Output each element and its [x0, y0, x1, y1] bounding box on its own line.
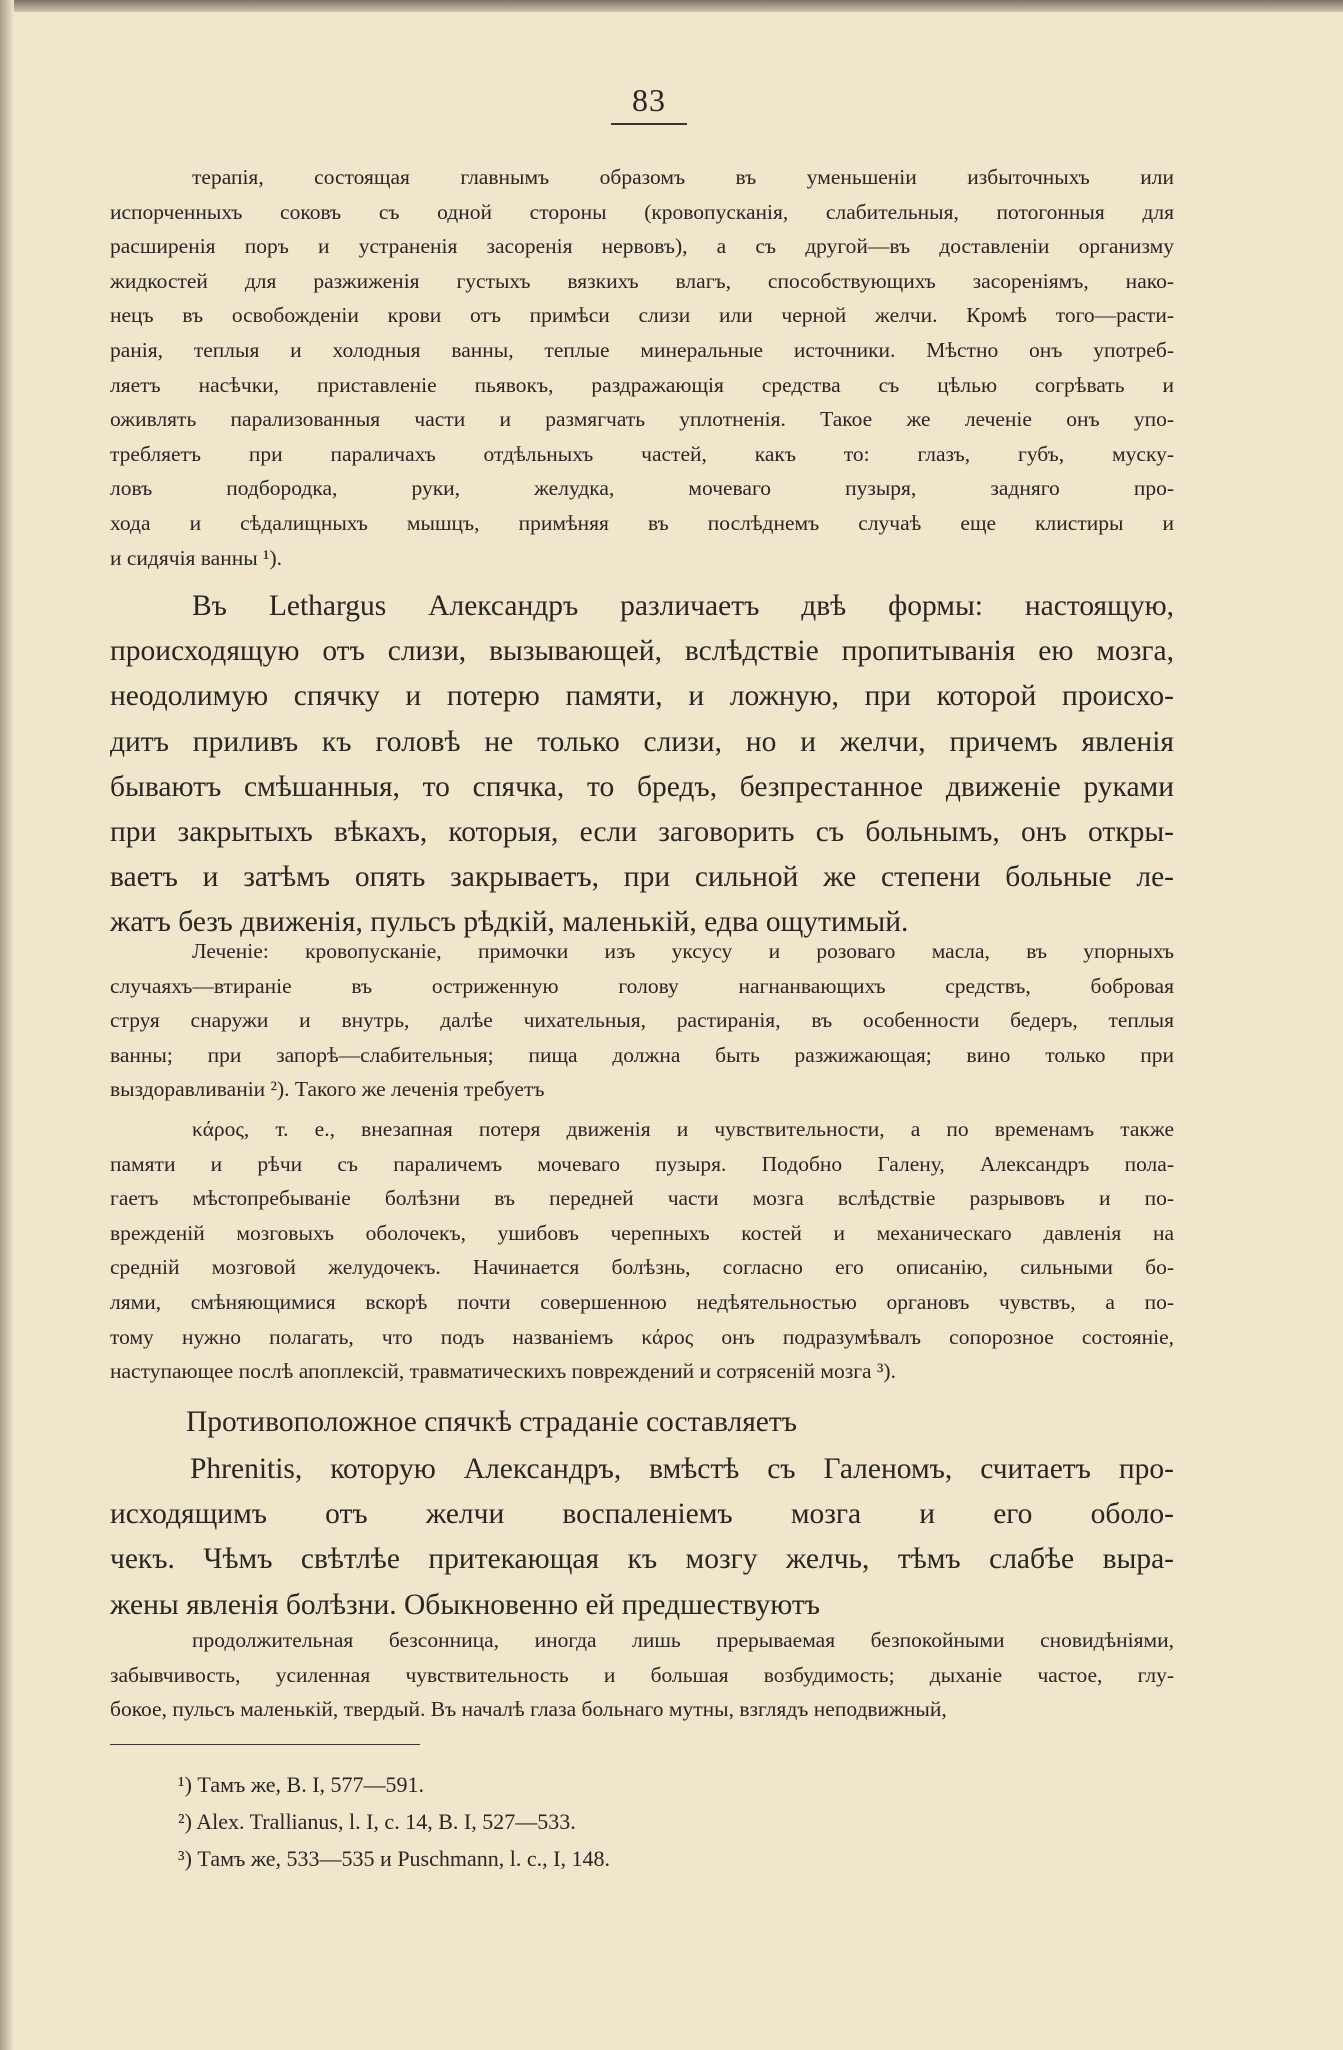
- text-line: оживлять парализованныя части и размягчать уплотненія. Такое же леченіе онъ упо-: [110, 407, 1174, 432]
- footnote-3: ³) Тамъ же, 533—535 и Puschmann, l. c., I, 148.: [178, 1846, 610, 1871]
- footnote-1: ¹) Тамъ же, B. I, 577—591.: [178, 1772, 425, 1797]
- text-line: неодолимую спячку и потерю памяти, и ложную, при которой происхо-: [110, 680, 1174, 713]
- paragraph-1: [110, 160, 1174, 575]
- text-line: ванны; при запорѣ—слабительныя; пища должна быть разжижающая; вино только при: [110, 1042, 1174, 1067]
- text-line: Phrenitis, которую Александръ, вмѣстѣ съ Галеномъ, считаетъ про-: [190, 1453, 1174, 1485]
- paragraph-2: [110, 584, 1174, 946]
- text-line: исходящимъ отъ желчи воспаленіемъ мозга и его оболо-: [110, 1498, 1174, 1531]
- text-line: забывчивость, усиленная чувствительность и большая возбудимость; дыханіе частое, глу-: [110, 1662, 1174, 1687]
- footnotes: [178, 1766, 1078, 1877]
- text-line: испорченныхъ соковъ съ одной стороны (кровопусканія, слабительныя, потогонныя для: [110, 199, 1174, 224]
- text-line: терапія, состоящая главнымъ образомъ въ уменьшеніи избыточныхъ или: [192, 165, 1174, 189]
- text-line: струя снаружи и внутрь, далѣе чихательныя, растиранія, въ особенности бедеръ, теплыя: [110, 1008, 1174, 1033]
- text-line: случаяхъ—втираніе въ остриженную голову нагнанвающихъ средствъ, бобровая: [110, 973, 1174, 998]
- text-line: ловъ подбородка, руки, желудка, мочеваго пузыря, задняго про-: [110, 476, 1174, 501]
- text-line: требляетъ при параличахъ отдѣльныхъ частей, какъ то: глазъ, губъ, муску-: [110, 441, 1174, 466]
- text-line: чекъ. Чѣмъ свѣтлѣе притекающая къ мозгу желчь, тѣмъ слабѣе выра-: [110, 1543, 1174, 1576]
- text-line: Леченіе: кровопусканіе, примочки изъ уксусу и розоваго масла, въ упорныхъ: [192, 939, 1174, 963]
- text-line: расширенія поръ и устраненія засоренія нервовъ), а съ другой—въ доставленіи организму: [110, 234, 1174, 259]
- text-line: гаетъ мѣстопребываніе болѣзни въ передней части мозга вслѣдствіе разрывовъ и по-: [110, 1186, 1174, 1211]
- text-line: тому нужно полагать, что подъ названіемъ κάρος онъ подразумѣвалъ сопорозное состояніе,: [110, 1324, 1174, 1349]
- paragraph-6: [110, 1447, 1174, 1628]
- text-line: лями, смѣняющимися вскорѣ почти совершенною недѣятельностью органовъ чувствъ, а по-: [110, 1289, 1174, 1314]
- text-line: Въ Lethargus Александръ различаетъ двѣ формы: настоящую,: [192, 590, 1174, 622]
- paragraph-3: [110, 934, 1174, 1107]
- text-line: и сидячія ванны ¹).: [110, 545, 283, 570]
- page-number: 83: [611, 82, 687, 125]
- text-line: наступающее послѣ апоплексій, травматическихъ повреждений и сотрясеній мозга ³).: [110, 1359, 896, 1384]
- footnote-2: ²) Alex. Trallianus, l. I, c. 14, B. I, 527—533.: [178, 1809, 576, 1834]
- text-line: ваетъ и затѣмъ опять закрываетъ, при сильной же степени больные ле-: [110, 861, 1174, 894]
- binding-shadow: [0, 0, 14, 2050]
- text-line: средній мозговой желудочекъ. Начинается болѣзнь, согласно его описанію, сильными бо-: [110, 1255, 1174, 1280]
- paragraph-7: [110, 1623, 1174, 1727]
- page-top-edge: [0, 0, 1343, 12]
- paragraph-5: [110, 1400, 1174, 1445]
- text-line: памяти и рѣчи съ параличемъ мочеваго пузыря. Подобно Галену, Александръ пола-: [110, 1151, 1174, 1176]
- text-line: нецъ въ освобожденіи крови отъ примѣси слизи или черной желчи. Кромѣ того—расти-: [110, 303, 1174, 328]
- footnote-divider: [110, 1744, 420, 1745]
- text-line: ляетъ насѣчки, приставленіе пьявокъ, раздражающія средства съ цѣлью согрѣвать и: [110, 372, 1174, 397]
- text-line: жидкостей для разжиженія густыхъ вязкихъ влагъ, способствующихъ засореніямъ, нако-: [110, 268, 1174, 293]
- text-line: Противоположное спячкѣ страданіе составляетъ: [186, 1406, 798, 1438]
- text-line: продолжительная безсонница, иногда лишь прерываемая безпокойными сновидѣніями,: [192, 1628, 1174, 1652]
- text-line: при закрытыхъ вѣкахъ, которыя, если заговорить съ больнымъ, онъ откры-: [110, 816, 1174, 849]
- text-line: хода и сѣдалищныхъ мышцъ, примѣняя въ послѣднемъ случаѣ еще клистиры и: [110, 510, 1174, 535]
- text-line: жены явленія болѣзни. Обыкновенно ей предшествуютъ: [110, 1588, 821, 1621]
- text-line: бокое, пульсъ маленькій, твердый. Въ началѣ глаза больнаго мутны, взглядъ неподвижный,: [110, 1697, 947, 1722]
- text-line: ранія, теплыя и холодныя ванны, теплые минеральные источники. Мѣстно онъ употреб-: [110, 337, 1174, 362]
- text-line: жатъ безъ движенія, пульсъ рѣдкій, маленькій, едва ощутимый.: [110, 906, 909, 939]
- text-line: врежденій мозговыхъ оболочекъ, ушибовъ черепныхъ костей и механическаго давленія на: [110, 1220, 1174, 1245]
- text-line: происходящую отъ слизи, вызывающей, вслѣдствіе пропитыванія ею мозга,: [110, 635, 1174, 668]
- text-line: κάρος, т. е., внезапная потеря движенія и чувствительности, а по временамъ также: [192, 1117, 1174, 1141]
- text-line: выздоравливаніи ²). Такого же леченія требуетъ: [110, 1077, 545, 1102]
- paragraph-4: [110, 1112, 1174, 1389]
- text-line: дитъ приливъ къ головѣ не только слизи, но и желчи, причемъ явленія: [110, 725, 1174, 758]
- text-line: бываютъ смѣшанныя, то спячка, то бредъ, безпрестанное движеніе руками: [110, 770, 1174, 803]
